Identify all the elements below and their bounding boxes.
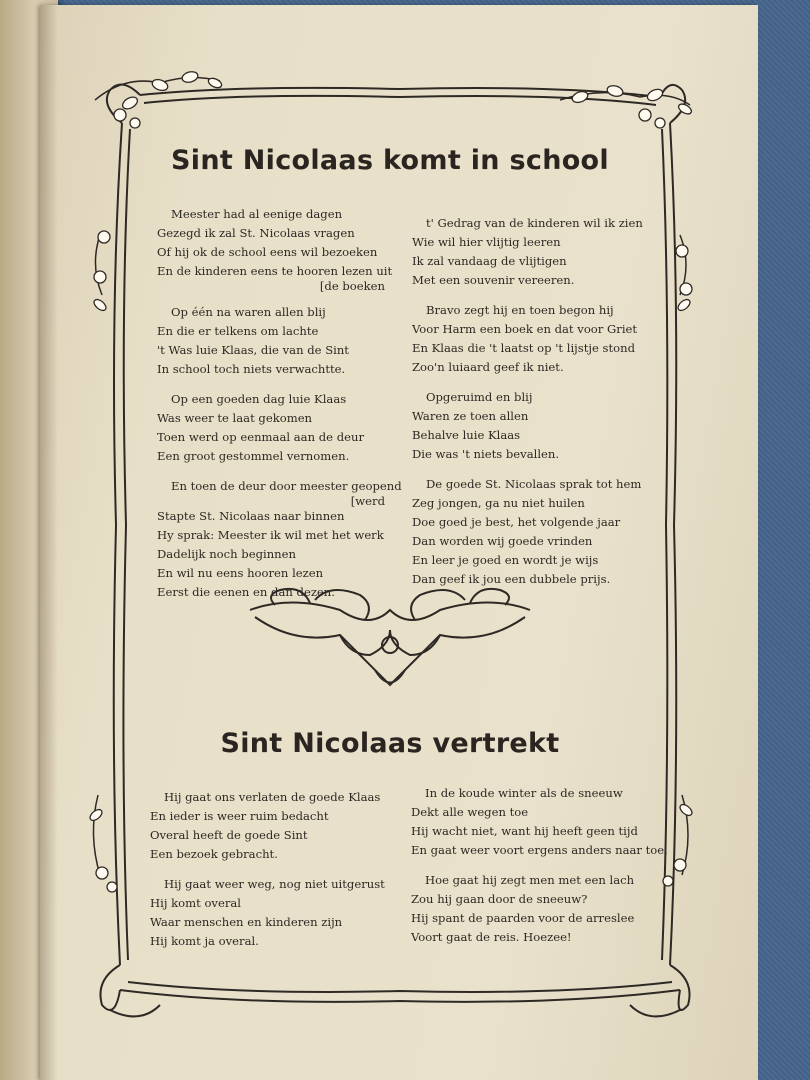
- poem-line: Een groot gestommel vernomen.: [157, 449, 350, 463]
- stanza: [411, 871, 661, 947]
- poem-line: En wil nu eens hooren lezen: [157, 566, 324, 580]
- stanza: [412, 475, 652, 589]
- poem-line: En die er telkens om lachte: [157, 324, 319, 338]
- poem2-title: Sint Nicolaas vertrekt: [220, 728, 560, 759]
- poem-line: En gaat weer voort ergens anders naar toe.: [411, 843, 668, 857]
- poem-line: Op één na waren allen blij: [171, 305, 326, 319]
- poem-line: Zou hij gaan door de sneeuw?: [411, 892, 588, 906]
- poem-line: [de boeken: [319, 279, 385, 293]
- poem-line: Was weer te laat gekomen: [157, 411, 313, 425]
- poem-line: Toen werd op eenmaal aan de deur: [157, 430, 364, 444]
- poem2-right-column: [411, 784, 668, 958]
- poem-line: Voort gaat de reis. Hoezee!: [411, 930, 572, 944]
- stanza: [412, 388, 652, 464]
- poem-line: Eerst die eenen en dan dezen.: [157, 585, 335, 599]
- stanza: [157, 390, 387, 466]
- poem-line: Opgeruimd en blij: [426, 390, 533, 404]
- poem-line: Behalve luie Klaas: [412, 428, 521, 442]
- poem-line: Hij gaat weer weg, nog niet uitgerust: [164, 877, 385, 891]
- poem-line: Ik zal vandaag de vlijtigen: [412, 254, 567, 268]
- poem-line: t' Gedrag van de kinderen wil ik zien: [426, 216, 643, 230]
- poem-line: Op een goeden dag luie Klaas: [171, 392, 347, 406]
- poem-line: De goede St. Nicolaas sprak tot hem: [426, 477, 642, 491]
- poem-line: Die was 't niets bevallen.: [412, 447, 560, 461]
- poem-line: Dekt alle wegen toe: [411, 805, 529, 819]
- stanza: [412, 214, 652, 290]
- poem-line: Met een souvenir vereeren.: [412, 273, 575, 287]
- poem-line: En toen de deur door meester geopend: [171, 479, 402, 493]
- poem-line: En Klaas die 't laatst op 't lijstje stond: [412, 341, 635, 355]
- poem-line: Waren ze toen allen: [412, 409, 529, 423]
- poem-line: Hij spant de paarden voor de arreslee: [411, 911, 635, 925]
- poem-line: Doe goed je best, het volgende jaar: [412, 515, 621, 529]
- poem-line: Gezegd ik zal St. Nicolaas vragen: [157, 226, 355, 240]
- poem-line: [werd: [350, 494, 385, 508]
- poem1-left-column: [157, 205, 402, 613]
- poem-line: Dadelijk noch beginnen: [157, 547, 296, 561]
- poem-line: Hij komt ja overal.: [150, 934, 259, 948]
- stanza: [157, 477, 402, 602]
- poem-line: Meester had al eenige dagen: [171, 207, 343, 221]
- stanza: [412, 301, 652, 377]
- poem-line: Bravo zegt hij en toen begon hij: [426, 303, 614, 317]
- poem-line: Wie wil hier vlijtig leeren: [412, 235, 561, 249]
- poem-line: Hoe gaat hij zegt men met een lach: [425, 873, 635, 887]
- poem-line: Of hij ok de school eens wil bezoeken: [157, 245, 378, 259]
- stanza: [150, 875, 390, 951]
- poem-line: En ieder is weer ruim bedacht: [150, 809, 329, 823]
- poem-line: 't Was luie Klaas, die van de Sint: [157, 343, 349, 357]
- poem2-left-column: [150, 788, 390, 962]
- poem-line: Hij komt overal: [150, 896, 241, 910]
- poem-line: Zoo'n luiaard geef ik niet.: [412, 360, 564, 374]
- poem-line: Zeg jongen, ga nu niet huilen: [412, 496, 585, 510]
- poem-line: In school toch niets verwachtte.: [157, 362, 346, 376]
- stanza: [411, 784, 668, 860]
- poem-line: Hy sprak: Meester ik wil met het werk: [157, 528, 384, 542]
- poem-line: Voor Harm een boek en dat voor Griet: [412, 322, 638, 336]
- stanza: [157, 303, 387, 379]
- poem1-right-column: [412, 214, 652, 600]
- poem-line: Een bezoek gebracht.: [150, 847, 278, 861]
- poem-line: In de koude winter als de sneeuw: [425, 786, 623, 800]
- stanza: [150, 788, 390, 864]
- poem-line: Stapte St. Nicolaas naar binnen: [157, 509, 345, 523]
- poem-line: Hij gaat ons verlaten de goede Klaas: [164, 790, 381, 804]
- poem1-title: Sint Nicolaas komt in school: [171, 145, 609, 176]
- poem-line: Dan worden wij goede vrinden: [412, 534, 593, 548]
- poem-line: Hij wacht niet, want hij heeft geen tijd: [411, 824, 638, 838]
- stanza: [157, 205, 393, 293]
- poem-line: Dan geef ik jou een dubbele prijs.: [412, 572, 611, 586]
- poem-line: En leer je goed en wordt je wijs: [412, 553, 599, 567]
- poem-line: Overal heeft de goede Sint: [150, 828, 308, 842]
- poem-line: Waar menschen en kinderen zijn: [150, 915, 343, 929]
- poem-line: En de kinderen eens te hooren lezen uit: [157, 264, 393, 278]
